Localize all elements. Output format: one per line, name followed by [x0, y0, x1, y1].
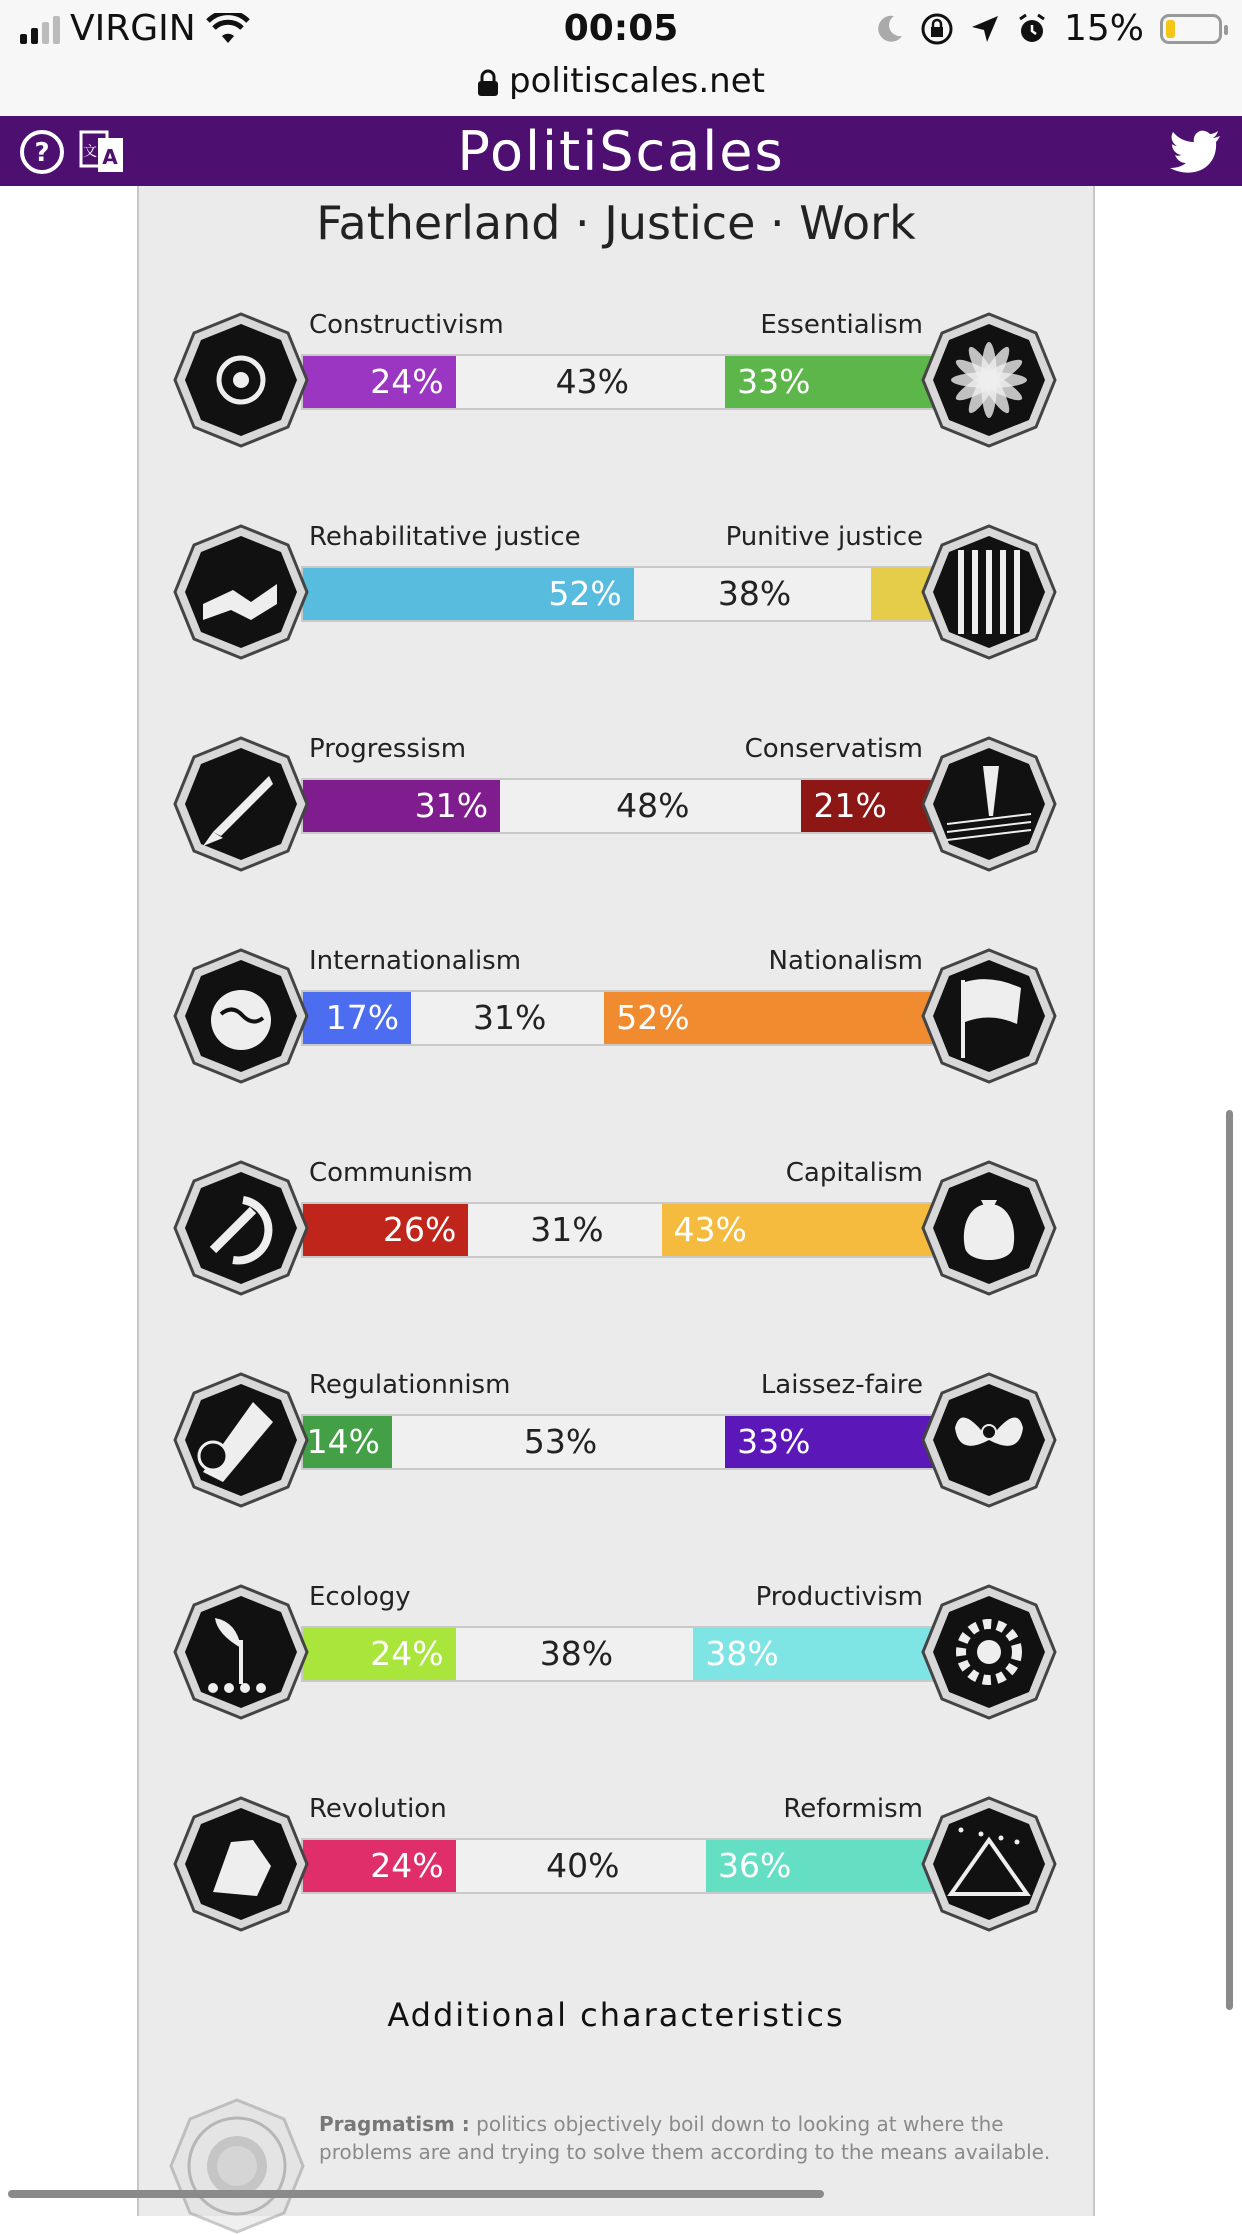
- alarm-icon: [1016, 13, 1048, 45]
- page-heading: Fatherland · Justice · Work: [316, 196, 916, 250]
- axis-right-segment: 33%: [725, 356, 935, 408]
- gear-icon: [921, 1584, 1057, 1720]
- horizontal-scrollbar[interactable]: [8, 2190, 824, 2198]
- sprout-icon: [173, 1584, 309, 1720]
- axis-left-segment: 17%: [303, 992, 411, 1044]
- flag-icon: [921, 948, 1057, 1084]
- axis-bar: [301, 778, 937, 834]
- axis-left-segment: 24%: [303, 356, 456, 408]
- axis-right-label: Reformism: [783, 1794, 923, 1824]
- clock: 00:05: [563, 8, 679, 49]
- axis-left-segment: 14%: [303, 1416, 392, 1468]
- svg-text:A: A: [102, 145, 118, 169]
- axis-left-label: Progressism: [309, 734, 467, 764]
- axis-row: [139, 1794, 1093, 1934]
- axis-row: [139, 1158, 1093, 1298]
- axis-center-segment: 31%: [530, 1210, 604, 1249]
- eye-icon: [173, 312, 309, 448]
- additional-characteristics-title: Additional characteristics: [387, 1996, 845, 2034]
- site-title[interactable]: PolitiScales: [457, 120, 785, 183]
- axis-left-label: Revolution: [309, 1794, 447, 1824]
- axis-right-segment: 43%: [662, 1204, 935, 1256]
- axis-row: [139, 1370, 1093, 1510]
- axis-left-segment: 24%: [303, 1628, 456, 1680]
- axis-center-segment: 38%: [717, 574, 792, 613]
- moon-icon: [876, 14, 904, 44]
- axis-right-segment: 33%: [725, 1416, 935, 1468]
- axis-bar: [301, 1626, 937, 1682]
- pragmatism-name: Pragmatism :: [319, 2112, 470, 2136]
- axis-center-segment: 53%: [523, 1422, 598, 1461]
- axis-row: [139, 310, 1093, 450]
- axis-left-segment: 26%: [303, 1204, 468, 1256]
- axis-center-segment: 40%: [546, 1846, 620, 1885]
- axis-left-label: Rehabilitative justice: [309, 522, 581, 552]
- axis-row: [139, 522, 1093, 662]
- prison-bars-icon: [921, 524, 1057, 660]
- axis-center-segment: 38%: [539, 1634, 614, 1673]
- fist-icon: [173, 1796, 309, 1932]
- axis-center-segment: 31%: [473, 998, 547, 1037]
- axis-center-segment: 43%: [555, 362, 630, 401]
- axis-bar: [301, 1202, 937, 1258]
- svg-text:?: ?: [34, 138, 50, 168]
- axis-row: [139, 734, 1093, 874]
- axis-right-segment: 21%: [801, 780, 935, 832]
- pragmatism-description: [319, 2110, 1059, 2166]
- axis-left-segment: 24%: [303, 1840, 456, 1892]
- axis-right-label: Punitive justice: [725, 522, 923, 552]
- axis-bar: [301, 990, 937, 1046]
- globe-icon: [173, 948, 309, 1084]
- axis-left-label: Communism: [309, 1158, 473, 1188]
- url-text: politiscales.net: [509, 61, 765, 101]
- axis-bar: [301, 1838, 937, 1894]
- axis-right-label: Productivism: [755, 1582, 923, 1612]
- axis-bar: [301, 354, 937, 410]
- ruler-icon: [173, 1372, 309, 1508]
- axis-center-segment: 48%: [616, 786, 690, 825]
- axis-right-label: Laissez-faire: [760, 1370, 923, 1400]
- axis-right-label: Capitalism: [785, 1158, 923, 1188]
- tent-icon: [921, 1796, 1057, 1932]
- axis-right-label: Conservatism: [744, 734, 923, 764]
- axis-bar: [301, 566, 937, 622]
- results-panel: [137, 186, 1095, 2216]
- axis-left-segment: 31%: [303, 780, 500, 832]
- battery-icon: [1160, 14, 1222, 44]
- battery-percent: 15%: [1063, 8, 1144, 49]
- axis-right-label: Essentialism: [760, 310, 923, 340]
- axis-bar: [301, 1414, 937, 1470]
- quill-icon: [921, 736, 1057, 872]
- axis-right-segment: 38%: [693, 1628, 935, 1680]
- carrier-name: VIRGIN: [70, 8, 196, 49]
- pragmatism-seal-icon: [169, 2098, 305, 2234]
- rotation-lock-icon: [920, 12, 954, 46]
- status-bar: [0, 0, 1242, 60]
- axis-left-label: Constructivism: [309, 310, 504, 340]
- axis-left-segment: 52%: [303, 568, 634, 620]
- site-header: [0, 116, 1242, 186]
- hammer-sickle-icon: [173, 1160, 309, 1296]
- vertical-scrollbar[interactable]: [1226, 1110, 1233, 2010]
- flower-icon: [921, 312, 1057, 448]
- axis-row: [139, 946, 1093, 1086]
- axis-row: [139, 1582, 1093, 1722]
- rocket-icon: [173, 736, 309, 872]
- money-bag-icon: [921, 1160, 1057, 1296]
- axis-left-label: Regulationnism: [309, 1370, 511, 1400]
- handshake-icon: [173, 524, 309, 660]
- axis-right-segment: 36%: [706, 1840, 935, 1892]
- svg-text:文: 文: [83, 144, 97, 160]
- address-bar[interactable]: [0, 58, 1242, 116]
- pragmatism-text: politics objectively boil down to looking at where the problems are and trying to solve them according to the means available.: [319, 2112, 1051, 2164]
- lock-icon: [477, 69, 499, 97]
- axis-right-label: Nationalism: [768, 946, 923, 976]
- axis-right-segment: 52%: [604, 992, 935, 1044]
- location-icon: [970, 14, 1000, 44]
- axis-left-label: Internationalism: [309, 946, 522, 976]
- butterfly-icon: [921, 1372, 1057, 1508]
- axis-left-label: Ecology: [309, 1582, 411, 1612]
- twitter-icon[interactable]: [1170, 128, 1222, 176]
